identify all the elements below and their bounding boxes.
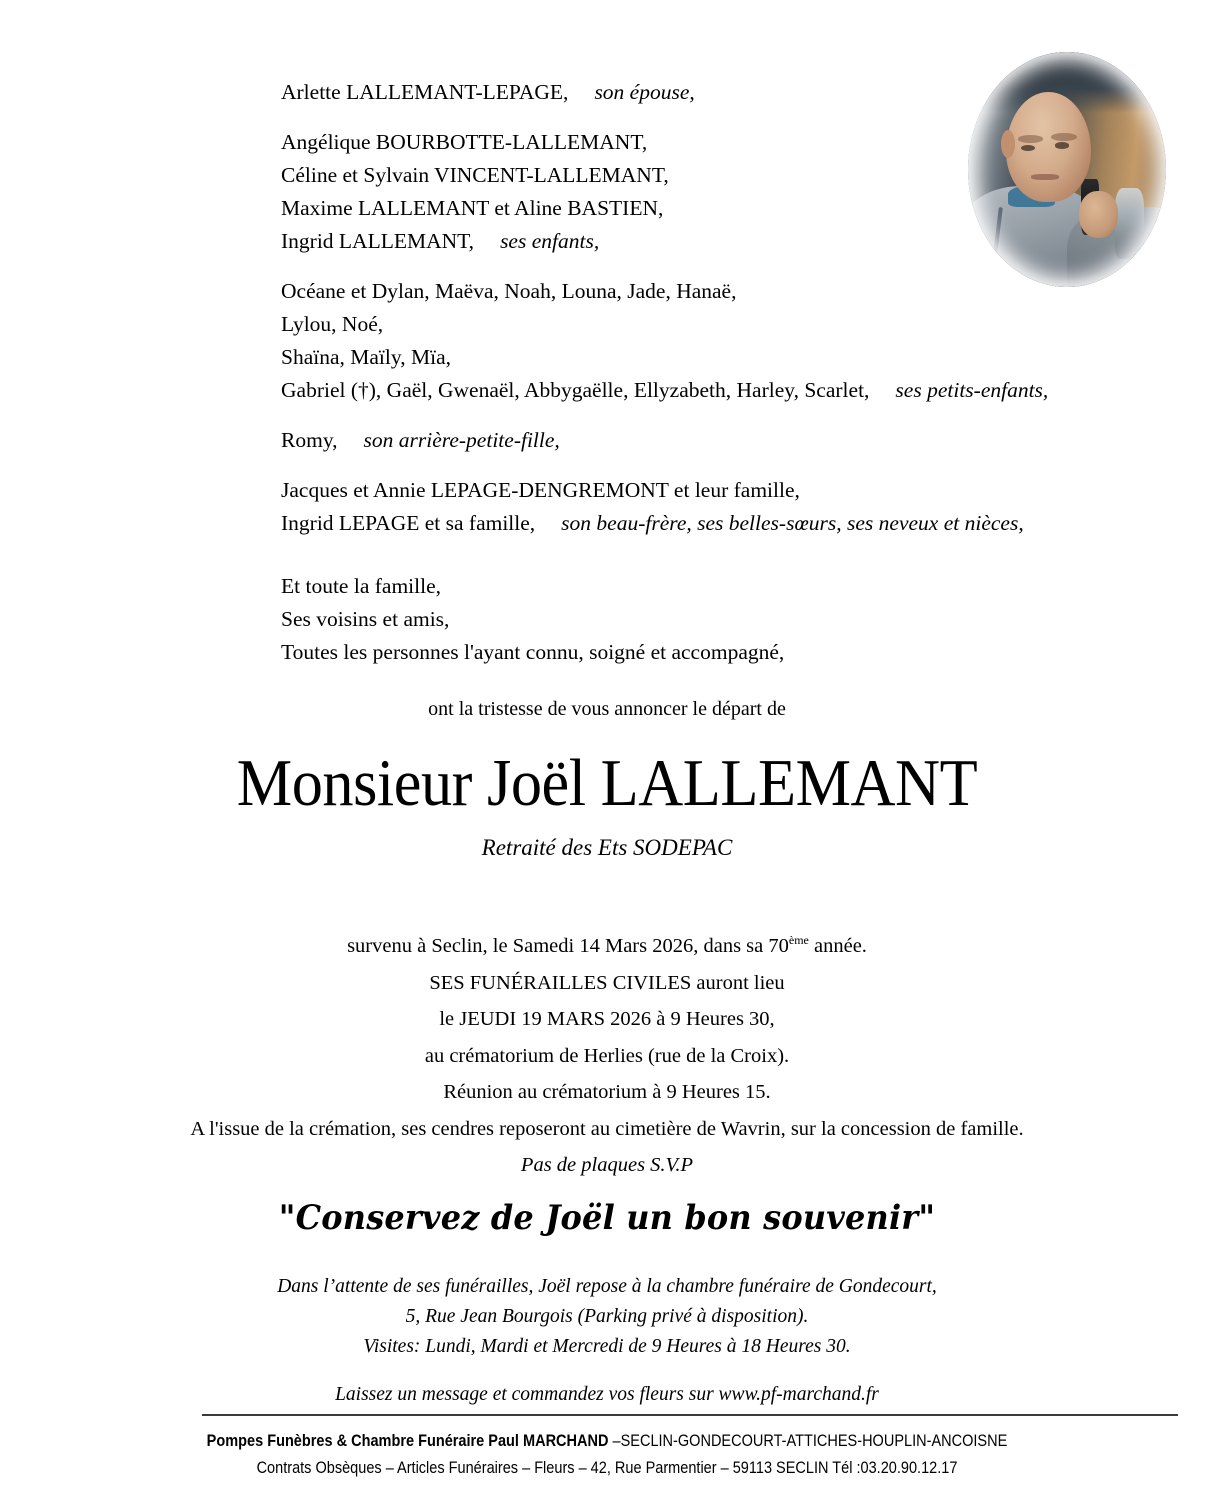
service-details	[0, 928, 1214, 1184]
footer-services-line: Contrats Obsèques – Articles Funéraires – Fleurs – 42, Rue Parmentier – 59113 SECLIN Tél :03.20.90.12.17	[256, 1459, 958, 1477]
family-group-in-laws	[281, 474, 1141, 540]
footer	[0, 1428, 1214, 1482]
service-line: le JEUDI 19 MARS 2026 à 9 Heures 30,	[439, 1008, 775, 1030]
family-relation: son beau-frère, ses belles-sœurs, ses neveux et nièces,	[561, 511, 1024, 535]
family-relation: son arrière-petite-fille,	[363, 428, 560, 452]
death-date-suffix: année.	[808, 935, 867, 957]
family-group-others	[281, 570, 1141, 669]
footer-company-line	[73, 1428, 1141, 1455]
family-list	[281, 76, 1141, 669]
family-names: Céline et Sylvain VINCENT-LALLEMANT,	[281, 163, 669, 187]
family-names: Océane et Dylan, Maëva, Noah, Louna, Jade, Hanaë,	[281, 279, 737, 303]
family-line	[281, 192, 1141, 225]
service-line: A l'issue de la crémation, ses cendres reposeront au cimetière de Wavrin, sur la concession de famille.	[190, 1117, 1024, 1140]
family-line	[281, 374, 1141, 407]
deceased-name: Monsieur Joël LALLEMANT	[236, 746, 978, 820]
family-relation: ses enfants,	[500, 229, 600, 253]
family-names: Et toute la famille,	[281, 574, 442, 598]
family-names: Jacques et Annie LEPAGE-DENGREMONT et leur famille,	[281, 478, 800, 502]
family-line	[281, 225, 1141, 258]
family-names: Maxime LALLEMANT et Aline BASTIEN,	[281, 196, 664, 220]
service-line: au crématorium de Herlies (rue de la Croix).	[424, 1044, 790, 1067]
closing-message: Laissez un message et commandez vos fleurs sur www.pf-marchand.fr	[335, 1384, 879, 1405]
family-group-great-granddaughter	[281, 424, 1141, 457]
service-line: SES FUNÉRAILLES CIVILES auront lieu	[429, 971, 785, 994]
footer-divider	[202, 1414, 1178, 1416]
closing-line: Dans l’attente de ses funérailles, Joël repose à la chambre funéraire de Gondecourt,	[277, 1276, 937, 1297]
family-line	[281, 341, 1141, 374]
family-group-grandchildren	[281, 275, 1141, 407]
death-date-prefix: survenu à Seclin, le Samedi 14 Mars 2026, dans sa 70	[347, 935, 789, 957]
family-line	[281, 507, 1141, 540]
family-names: Angélique BOURBOTTE-LALLEMANT,	[281, 130, 648, 154]
family-relation: son épouse,	[594, 80, 695, 104]
family-line	[281, 275, 1141, 308]
family-names: Arlette LALLEMANT-LEPAGE,	[281, 80, 569, 104]
service-line: Réunion au crématorium à 9 Heures 15.	[443, 1081, 771, 1103]
family-line	[281, 570, 1141, 603]
family-line	[281, 76, 1141, 109]
footer-company-towns: –SECLIN-GONDECOURT-ATTICHES-HOUPLIN-ANCOISNE	[612, 1432, 1008, 1450]
family-line	[281, 308, 1141, 341]
closing-information	[0, 1272, 1214, 1410]
family-names: Ingrid LALLEMANT,	[281, 229, 475, 253]
memorial-quote: "Conservez de Joël un bon souvenir"	[278, 1198, 936, 1238]
age-ordinal-suffix: ème	[788, 933, 809, 948]
family-line	[281, 424, 1141, 457]
no-plaques-note: Pas de plaques S.V.P	[520, 1154, 694, 1176]
family-line	[281, 636, 1141, 669]
footer-company-name: Pompes Funèbres & Chambre Funéraire Paul MARCHAND	[206, 1432, 613, 1450]
family-names: Ingrid LEPAGE et sa famille,	[281, 511, 536, 535]
family-names: Gabriel (†), Gaël, Gwenaël, Abbygaëlle, Ellyzabeth, Harley, Scarlet,	[281, 378, 870, 402]
deceased-occupation: Retraité des Ets SODEPAC	[481, 835, 733, 860]
family-group-spouse	[281, 76, 1141, 109]
family-group-children	[281, 126, 1141, 258]
death-date-line	[0, 928, 1214, 965]
announcement-intro: ont la tristesse de vous annoncer le départ de	[428, 698, 786, 720]
family-relation: ses petits-enfants,	[895, 378, 1049, 402]
family-names: Toutes les personnes l'ayant connu, soigné et accompagné,	[281, 640, 785, 664]
closing-line: Visites: Lundi, Mardi et Mercredi de 9 Heures à 18 Heures 30.	[363, 1336, 851, 1357]
family-names: Lylou, Noé,	[281, 312, 384, 336]
family-line	[281, 126, 1141, 159]
closing-spacer	[0, 1362, 1214, 1380]
family-names: Ses voisins et amis,	[281, 607, 450, 631]
closing-line: 5, Rue Jean Bourgois (Parking privé à disposition).	[405, 1306, 809, 1327]
family-line	[281, 603, 1141, 636]
family-names: Romy,	[281, 428, 338, 452]
family-line	[281, 474, 1141, 507]
family-line	[281, 159, 1141, 192]
family-names: Shaïna, Maïly, Mïa,	[281, 345, 451, 369]
